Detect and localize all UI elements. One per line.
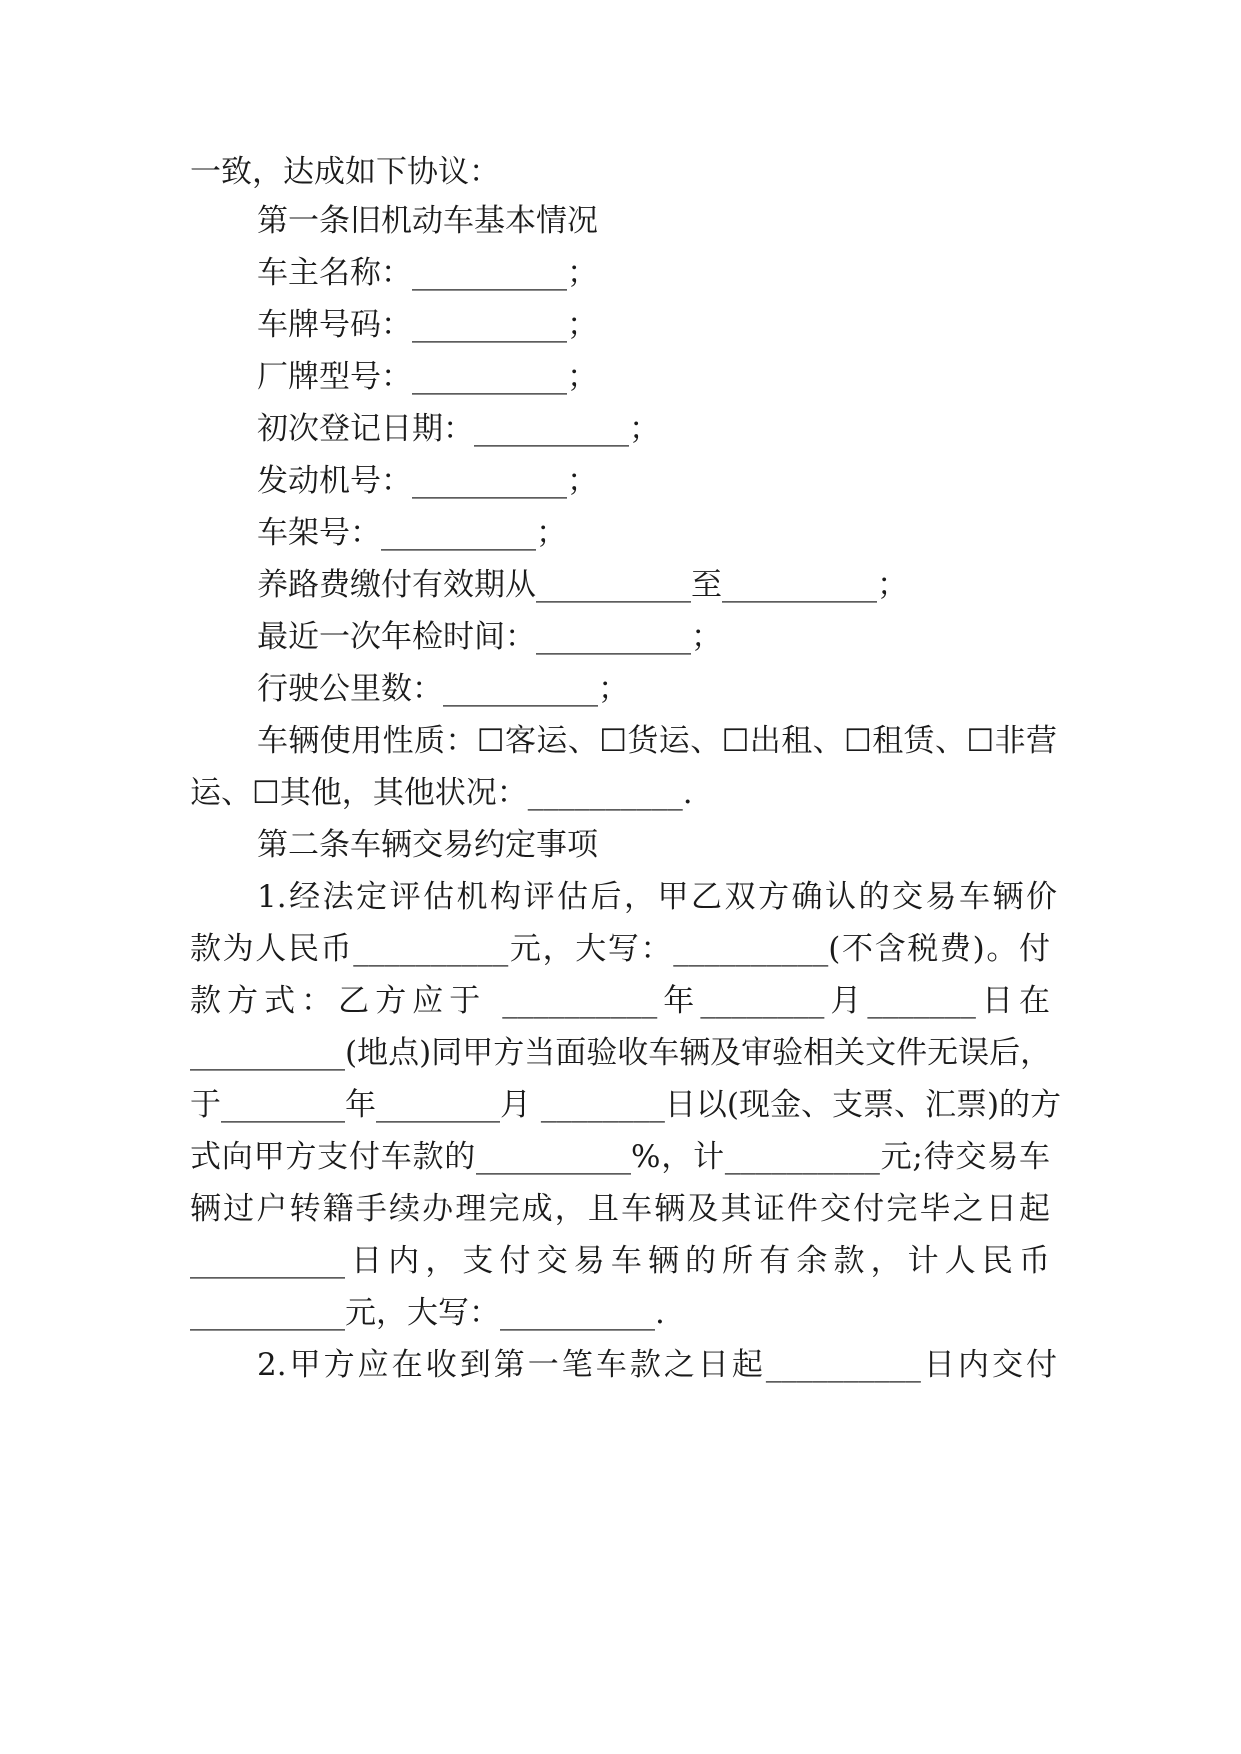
- field-plate-number: 车牌号码：__________；: [257, 307, 598, 343]
- article-2-heading: 第二条车辆交易约定事项: [257, 827, 598, 863]
- clause-1-line-9: __________元，大写：__________.: [190, 1295, 665, 1331]
- text-line-intro: 一致，达成如下协议：: [190, 154, 500, 190]
- field-usage-type-cont: 运、☐其他，其他状况：__________.: [190, 775, 693, 811]
- clause-1-line-1: 1.经法定评估机构评估后，甲乙双方确认的交易车辆价: [257, 879, 1057, 915]
- field-owner-name: 车主名称：__________；: [257, 255, 598, 291]
- clause-1-line-3: 款方式：乙方应于 __________年________月_______日在: [190, 983, 1050, 1019]
- field-mileage: 行驶公里数：__________；: [257, 671, 629, 707]
- field-brand-model: 厂牌型号：__________；: [257, 359, 598, 395]
- clause-1-line-6: 式向甲方支付车款的__________%，计__________元;待交易车: [190, 1139, 1050, 1175]
- field-first-registration-date: 初次登记日期：__________；: [257, 411, 660, 447]
- article-1-heading: 第一条旧机动车基本情况: [257, 203, 598, 239]
- field-frame-number: 车架号：__________；: [257, 515, 567, 551]
- clause-1-line-4: __________(地点)同甲方当面验收车辆及审验相关文件无误后，: [190, 1035, 1052, 1071]
- clause-1-line-2: 款为人民币__________元，大写：__________(不含税费)。付: [190, 931, 1050, 967]
- field-usage-type: 车辆使用性质：☐客运、☐货运、☐出租、☐租赁、☐非营: [257, 723, 1057, 759]
- field-last-inspection: 最近一次年检时间：__________；: [257, 619, 722, 655]
- clause-1-line-5: 于________年________月 ________日以(现金、支票、汇票)的方: [190, 1087, 1062, 1123]
- field-engine-number: 发动机号：__________；: [257, 463, 598, 499]
- clause-1-line-7: 辆过户转籍手续办理完成，且车辆及其证件交付完毕之日起: [190, 1191, 1050, 1227]
- clause-2-line-1: 2.甲方应在收到第一笔车款之日起__________日内交付: [257, 1347, 1057, 1383]
- clause-1-line-8: __________日内，支付交易车辆的所有余款，计人民币: [190, 1243, 1050, 1279]
- field-road-fee-period: 养路费缴付有效期从__________至__________；: [257, 567, 908, 603]
